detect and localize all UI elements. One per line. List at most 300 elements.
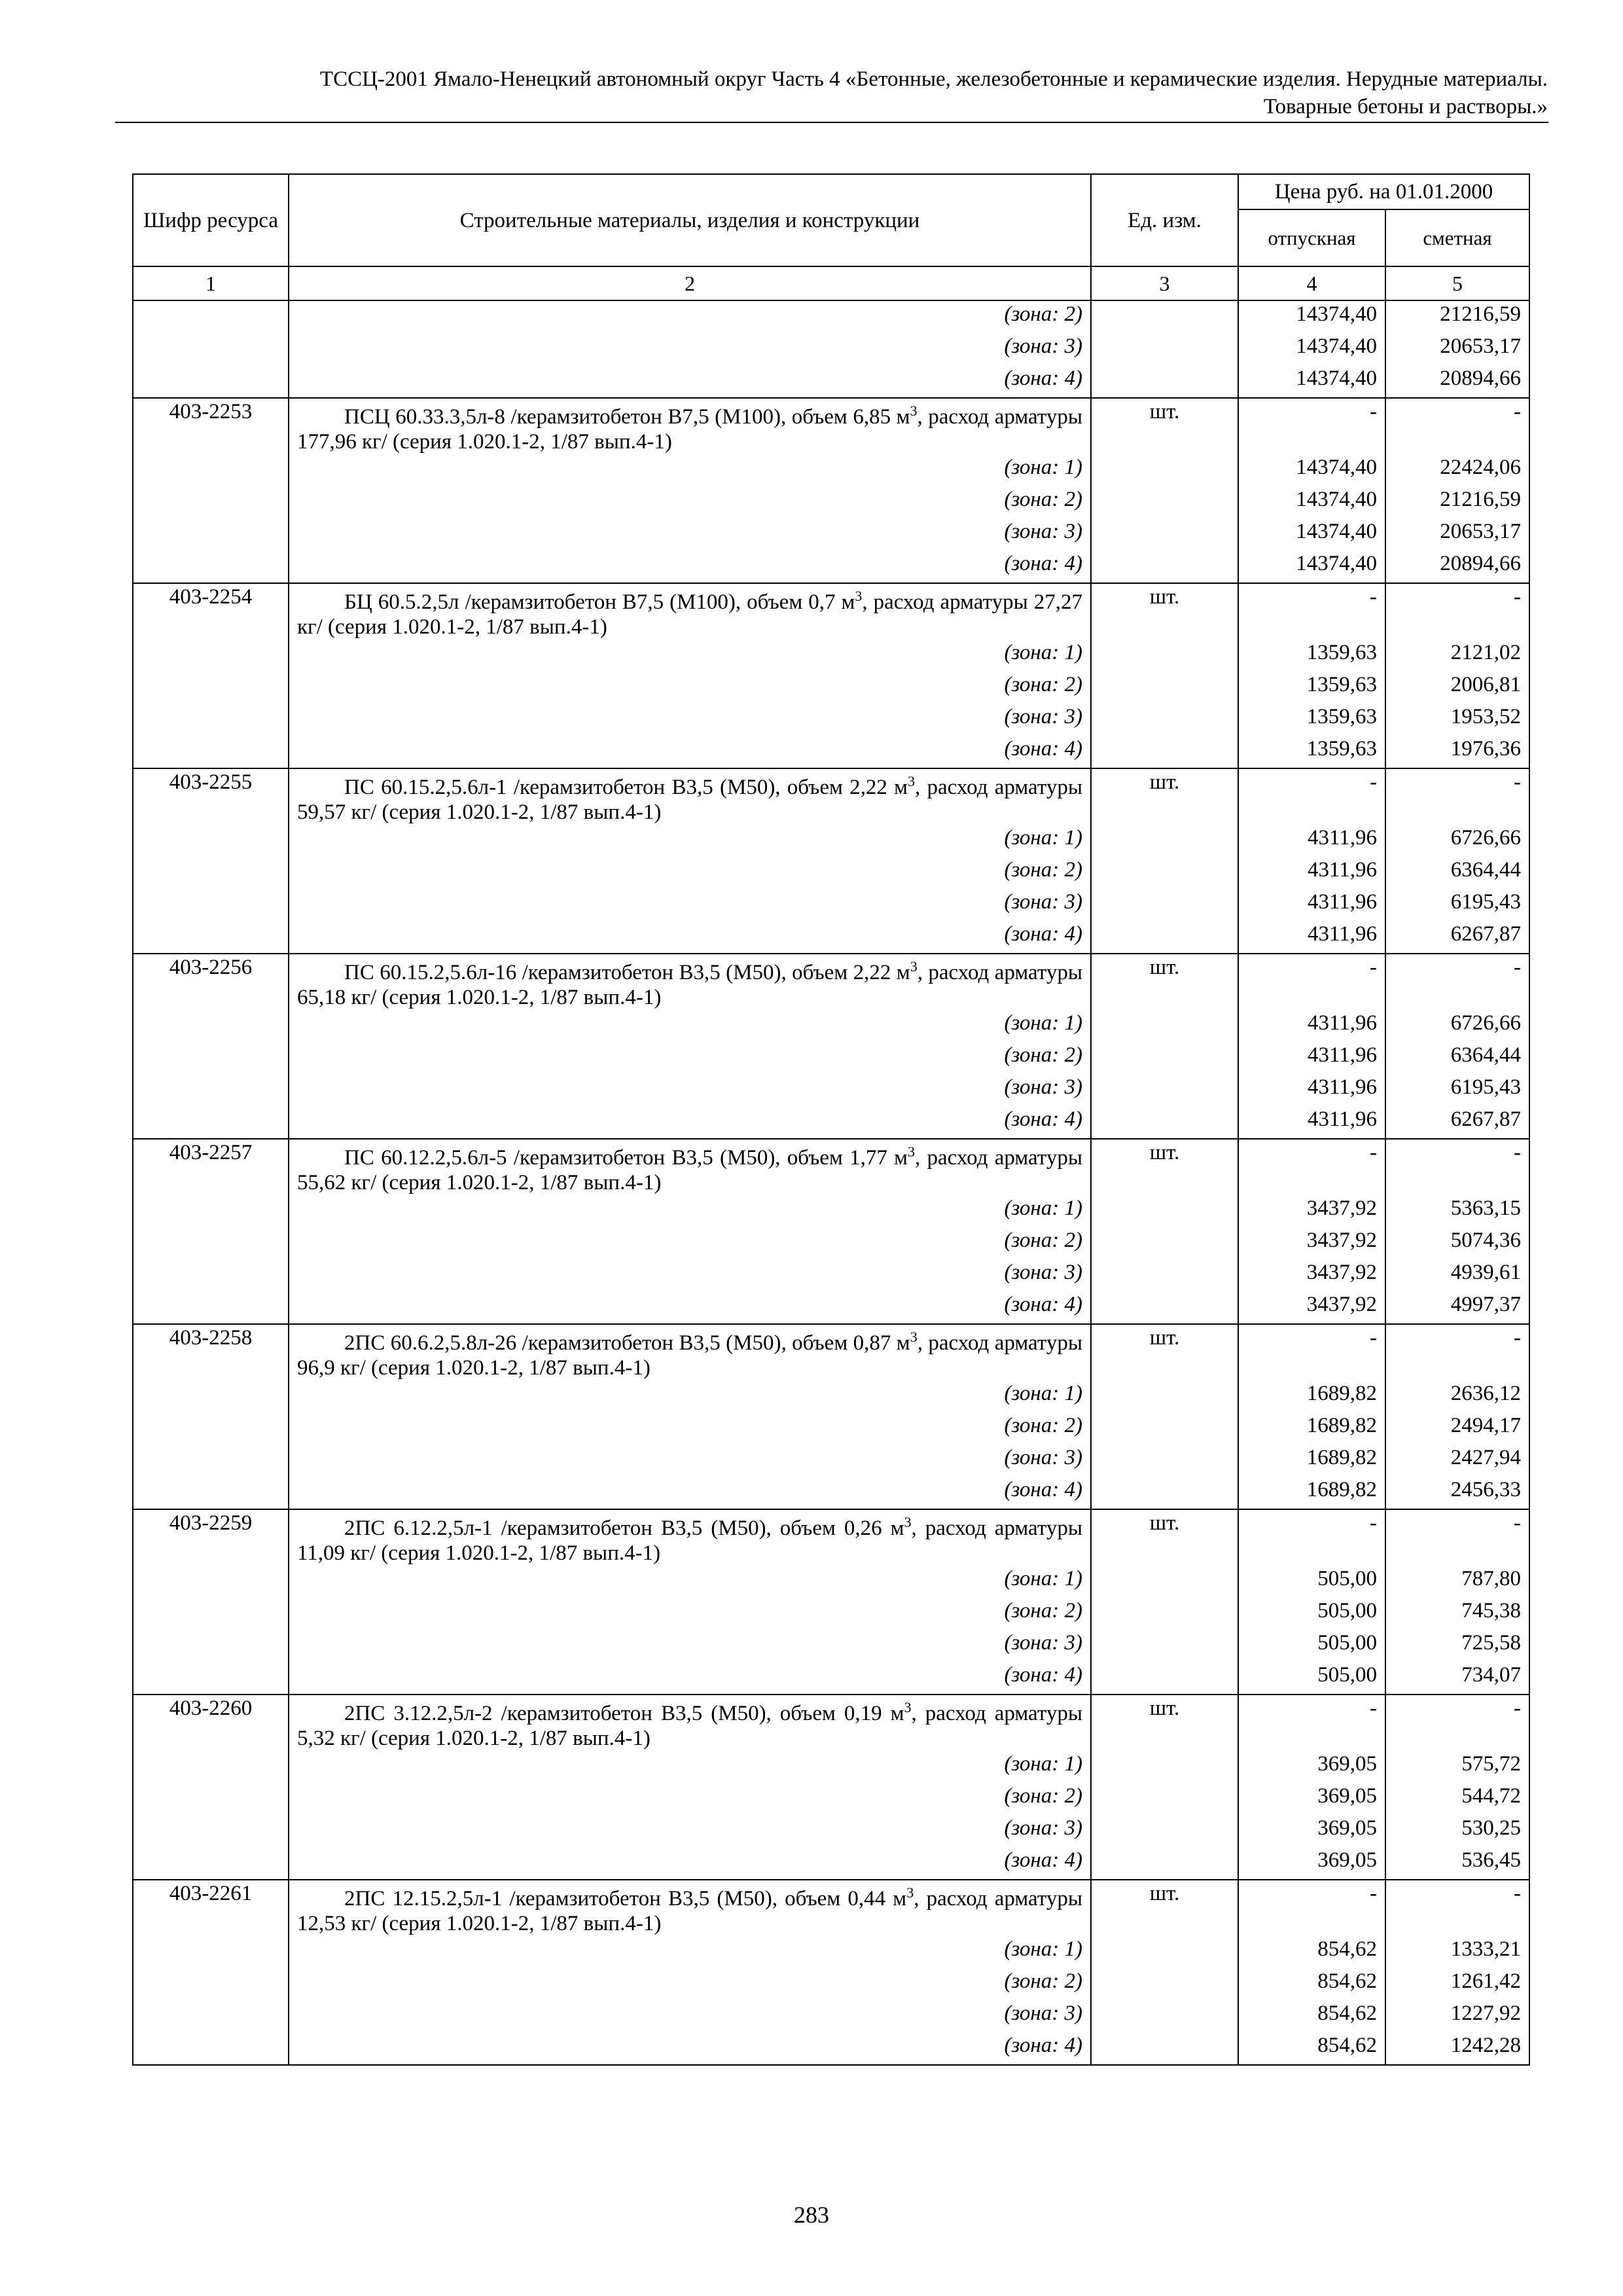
estimate-price: 5074,36 [1385,1227,1529,1259]
table-row [133,1477,1529,1509]
code-cell [133,1598,289,1630]
estimate-price: 20653,17 [1385,518,1529,550]
description-text-cont: , расход арматуры 27,27 кг/ (серия 1.020.1-2, 1/87 вып.4-1) [297,590,1082,639]
unit-cell [1091,454,1238,486]
unit-cell [1091,921,1238,954]
unit-cell [1091,857,1238,889]
unit-cell [1091,825,1238,857]
resource-code: 403-2259 [133,1509,289,1566]
table-body [133,300,1529,2065]
release-price: 854,62 [1238,2032,1385,2065]
material-description [289,583,1091,639]
estimate-price: 725,58 [1385,1630,1529,1662]
table-row [133,300,1529,333]
unit-cell [1091,300,1238,333]
table-row [133,1968,1529,2000]
estimate-price: 1953,52 [1385,704,1529,736]
running-header-line-2: Товарные бетоны и растворы.» [1263,95,1548,118]
estimate-price: 6364,44 [1385,1042,1529,1074]
release-price: 14374,40 [1238,300,1385,333]
code-cell [133,672,289,704]
table-row [133,736,1529,768]
release-price: 1689,82 [1238,1444,1385,1477]
resource-code: 403-2256 [133,954,289,1010]
zone-label: (зона: 3) [289,704,1091,736]
zone-label: (зона: 1) [289,1195,1091,1227]
release-price: 3437,92 [1238,1195,1385,1227]
zone-label: (зона: 1) [289,1380,1091,1412]
table-row [133,583,1529,639]
release-price: - [1238,1324,1385,1380]
release-price: 369,05 [1238,1815,1385,1847]
table-row [133,1139,1529,1195]
release-price: 369,05 [1238,1751,1385,1783]
code-cell [133,1380,289,1412]
code-cell [133,1195,289,1227]
unit-cell [1091,1751,1238,1783]
release-price: 505,00 [1238,1662,1385,1695]
description-text-cont: , расход арматуры 55,62 кг/ (серия 1.020.1-2, 1/87 вып.4-1) [297,1146,1082,1194]
material-description [289,954,1091,1010]
unit-cell [1091,1815,1238,1847]
estimate-price: - [1385,1509,1529,1566]
table-row [133,1291,1529,1324]
unit-cell [1091,672,1238,704]
estimate-price: 544,72 [1385,1783,1529,1815]
material-description [289,1139,1091,1195]
code-cell [133,1751,289,1783]
code-cell [133,1412,289,1444]
release-price: - [1238,1139,1385,1195]
estimate-price: 6195,43 [1385,1074,1529,1106]
code-cell [133,1630,289,1662]
table-row [133,857,1529,889]
release-price: 1359,63 [1238,639,1385,672]
zone-label: (зона: 3) [289,333,1091,365]
description-text: 2ПС 3.12.2,5л-2 /керамзитобетон В3,5 (М50), объем 0,19 м [344,1702,904,1725]
zone-label: (зона: 1) [289,1751,1091,1783]
table-row [133,889,1529,921]
description-text-cont: , расход арматуры 177,96 кг/ (серия 1.020.1-2, 1/87 вып.4-1) [297,405,1083,454]
unit-cell: шт. [1091,1139,1238,1195]
zone-label: (зона: 1) [289,639,1091,672]
unit-cell [1091,1412,1238,1444]
code-cell [133,1259,289,1291]
estimate-price: 1261,42 [1385,1968,1529,2000]
estimate-price: 734,07 [1385,1662,1529,1695]
zone-label: (зона: 1) [289,454,1091,486]
release-price: 4311,96 [1238,857,1385,889]
zone-label: (зона: 3) [289,1444,1091,1477]
table-row [133,1936,1529,1968]
code-cell [133,2000,289,2032]
material-description [289,398,1091,454]
table-row [133,672,1529,704]
release-price: 4311,96 [1238,1010,1385,1042]
table-row [133,1380,1529,1412]
zone-label: (зона: 3) [289,1259,1091,1291]
code-cell [133,2032,289,2065]
table-row [133,2000,1529,2032]
estimate-price: 4997,37 [1385,1291,1529,1324]
zone-label: (зона: 2) [289,857,1091,889]
col-number-3: 3 [1091,266,1238,300]
resource-code: 403-2255 [133,768,289,825]
unit-cell [1091,1195,1238,1227]
unit-cell [1091,518,1238,550]
release-price: 14374,40 [1238,550,1385,583]
estimate-price: 2427,94 [1385,1444,1529,1477]
release-price: 14374,40 [1238,365,1385,398]
zone-label: (зона: 2) [289,1412,1091,1444]
description-text: БЦ 60.5.2,5л /керамзитобетон В7,5 (М100), объем 0,7 м [344,590,855,614]
table-row [133,1509,1529,1566]
code-cell [133,921,289,954]
unit-cell [1091,2032,1238,2065]
release-price: 4311,96 [1238,825,1385,857]
description-text-cont: , расход арматуры 59,57 кг/ (серия 1.020.1-2, 1/87 вып.4-1) [297,776,1082,824]
release-price: 14374,40 [1238,454,1385,486]
unit-cell: шт. [1091,583,1238,639]
zone-label: (зона: 4) [289,736,1091,768]
estimate-price: 2494,17 [1385,1412,1529,1444]
material-description [289,1509,1091,1566]
code-cell [133,736,289,768]
code-cell [133,1662,289,1695]
unit-cell [1091,889,1238,921]
estimate-price: - [1385,1324,1529,1380]
table-row [133,921,1529,954]
table-row [133,454,1529,486]
col-number-4: 4 [1238,266,1385,300]
code-cell [133,857,289,889]
price-table [132,173,1530,2066]
code-cell [133,825,289,857]
estimate-price: 20894,66 [1385,550,1529,583]
table-row [133,1106,1529,1139]
unit-cell [1091,1477,1238,1509]
table-row [133,1695,1529,1751]
table-row [133,1598,1529,1630]
release-price: - [1238,1509,1385,1566]
zone-label: (зона: 4) [289,921,1091,954]
unit-cell [1091,1936,1238,1968]
estimate-price: 2456,33 [1385,1477,1529,1509]
code-cell [133,1936,289,1968]
table-row [133,1566,1529,1598]
estimate-price: - [1385,1880,1529,1936]
unit-cell [1091,1259,1238,1291]
unit-cell [1091,1662,1238,1695]
estimate-price: - [1385,583,1529,639]
zone-label: (зона: 2) [289,1227,1091,1259]
code-cell [133,550,289,583]
description-text: ПСЦ 60.33.3,5л-8 /керамзитобетон В7,5 (М100), объем 6,85 м [344,405,910,429]
cubic-superscript: 3 [908,773,916,789]
zone-label: (зона: 3) [289,1815,1091,1847]
table-row [133,333,1529,365]
estimate-price: 20653,17 [1385,333,1529,365]
description-text-cont: , расход арматуры 96,9 кг/ (серия 1.020.1-2, 1/87 вып.4-1) [297,1331,1083,1380]
resource-code: 403-2257 [133,1139,289,1195]
code-cell [133,1074,289,1106]
code-cell [133,1444,289,1477]
release-price: 4311,96 [1238,1074,1385,1106]
zone-label: (зона: 2) [289,486,1091,518]
code-cell [133,333,289,365]
code-cell [133,1847,289,1880]
table-row [133,398,1529,454]
zone-label: (зона: 3) [289,889,1091,921]
estimate-price: 2121,02 [1385,639,1529,672]
unit-cell [1091,736,1238,768]
unit-cell [1091,1847,1238,1880]
estimate-price: 6195,43 [1385,889,1529,921]
code-cell [133,1106,289,1139]
unit-cell: шт. [1091,1695,1238,1751]
estimate-price: 1242,28 [1385,2032,1529,2065]
unit-cell [1091,1106,1238,1139]
release-price: - [1238,1695,1385,1751]
zone-label: (зона: 4) [289,1477,1091,1509]
cubic-superscript: 3 [910,958,918,975]
estimate-price: - [1385,954,1529,1010]
release-price: - [1238,954,1385,1010]
code-cell [133,1566,289,1598]
cubic-superscript: 3 [904,1699,912,1715]
estimate-price: - [1385,1695,1529,1751]
running-header-line-1: ТССЦ-2001 Ямало-Ненецкий автономный округ Часть 4 «Бетонные, железобетонные и керамические изделия. Нерудные материалы. [319,67,1548,91]
zone-label: (зона: 1) [289,1566,1091,1598]
release-price: 4311,96 [1238,1106,1385,1139]
description-text-cont: , расход арматуры 65,18 кг/ (серия 1.020.1-2, 1/87 вып.4-1) [297,961,1083,1009]
release-price: 505,00 [1238,1598,1385,1630]
estimate-price: 787,80 [1385,1566,1529,1598]
release-price: 1689,82 [1238,1477,1385,1509]
estimate-price: 745,38 [1385,1598,1529,1630]
release-price: 1359,63 [1238,736,1385,768]
description-text: 2ПС 60.6.2,5.8л-26 /керамзитобетон В3,5 (М50), объем 0,87 м [344,1331,910,1355]
table-row [133,1783,1529,1815]
table-row [133,1074,1529,1106]
estimate-price: 6364,44 [1385,857,1529,889]
code-cell [133,1291,289,1324]
release-price: 3437,92 [1238,1227,1385,1259]
table-row [133,486,1529,518]
estimate-price: 1227,92 [1385,2000,1529,2032]
col-header-unit: Ед. изм. [1091,174,1238,266]
unit-cell: шт. [1091,768,1238,825]
unit-cell [1091,486,1238,518]
estimate-price: - [1385,768,1529,825]
page-number: 283 [794,2202,829,2228]
resource-code: 403-2258 [133,1324,289,1380]
release-price: - [1238,1880,1385,1936]
material-description [289,1324,1091,1380]
cubic-superscript: 3 [904,1514,912,1530]
table-row [133,704,1529,736]
table-row [133,1412,1529,1444]
cubic-superscript: 3 [910,403,918,419]
release-price: 854,62 [1238,2000,1385,2032]
zone-label: (зона: 1) [289,1010,1091,1042]
code-cell [133,889,289,921]
unit-cell [1091,1598,1238,1630]
estimate-price: 6267,87 [1385,1106,1529,1139]
table-row [133,518,1529,550]
zone-label: (зона: 4) [289,1847,1091,1880]
description-text-cont: , расход арматуры 11,09 кг/ (серия 1.020.1-2, 1/87 вып.4-1) [297,1516,1082,1565]
release-price: 505,00 [1238,1630,1385,1662]
cubic-superscript: 3 [910,1329,918,1345]
release-price: 3437,92 [1238,1259,1385,1291]
code-cell [133,1783,289,1815]
release-price: 854,62 [1238,1968,1385,2000]
zone-label: (зона: 4) [289,365,1091,398]
description-text: ПС 60.15.2,5.6л-16 /керамзитобетон В3,5 (М50), объем 2,22 м [344,961,910,984]
col-header-estimate: сметная [1385,209,1529,266]
material-description [289,1880,1091,1936]
estimate-price: 1333,21 [1385,1936,1529,1968]
zone-label: (зона: 3) [289,1630,1091,1662]
description-text: ПС 60.15.2,5.6л-1 /керамзитобетон В3,5 (М50), объем 2,22 м [344,776,908,799]
table-row [133,1815,1529,1847]
estimate-price: 20894,66 [1385,365,1529,398]
zone-label: (зона: 3) [289,518,1091,550]
table-row [133,1847,1529,1880]
unit-cell [1091,704,1238,736]
code-cell [133,365,289,398]
zone-label: (зона: 2) [289,1598,1091,1630]
zone-label: (зона: 4) [289,2032,1091,2065]
col-header-code: Шифр ресурса [133,174,289,266]
col-number-5: 5 [1385,266,1529,300]
unit-cell [1091,1566,1238,1598]
description-text: ПС 60.12.2,5.6л-5 /керамзитобетон В3,5 (М50), объем 1,77 м [344,1146,908,1170]
resource-code: 403-2260 [133,1695,289,1751]
resource-code: 403-2253 [133,398,289,454]
col-header-release: отпускная [1238,209,1385,266]
table-row [133,1444,1529,1477]
resource-code: 403-2261 [133,1880,289,1936]
release-price: 4311,96 [1238,889,1385,921]
unit-cell: шт. [1091,1509,1238,1566]
estimate-price: 536,45 [1385,1847,1529,1880]
table-row [133,1042,1529,1074]
unit-cell [1091,1042,1238,1074]
unit-cell [1091,1380,1238,1412]
table-row [133,1195,1529,1227]
unit-cell [1091,639,1238,672]
table-row [133,1751,1529,1783]
table-row [133,825,1529,857]
col-number-2: 2 [289,266,1091,300]
unit-cell: шт. [1091,398,1238,454]
code-cell [133,704,289,736]
unit-cell [1091,1630,1238,1662]
estimate-price: 22424,06 [1385,454,1529,486]
table-row [133,954,1529,1010]
zone-label: (зона: 4) [289,1106,1091,1139]
col-header-price-group: Цена руб. на 01.01.2000 [1238,174,1529,209]
zone-label: (зона: 3) [289,2000,1091,2032]
release-price: 1689,82 [1238,1412,1385,1444]
table-row [133,768,1529,825]
cubic-superscript: 3 [855,588,863,604]
code-cell [133,1815,289,1847]
estimate-price: 530,25 [1385,1815,1529,1847]
zone-label: (зона: 4) [289,1662,1091,1695]
estimate-price: 6726,66 [1385,825,1529,857]
unit-cell [1091,1010,1238,1042]
zone-label: (зона: 2) [289,672,1091,704]
unit-cell [1091,1227,1238,1259]
estimate-price: 575,72 [1385,1751,1529,1783]
zone-label: (зона: 2) [289,1042,1091,1074]
estimate-price: 21216,59 [1385,486,1529,518]
description-text-cont: , расход арматуры 12,53 кг/ (серия 1.020.1-2, 1/87 вып.4-1) [297,1887,1083,1935]
code-cell [133,454,289,486]
code-cell [133,518,289,550]
unit-cell [1091,1968,1238,2000]
table-row [133,1630,1529,1662]
release-price: 369,05 [1238,1847,1385,1880]
running-header [111,65,1548,120]
code-cell [133,486,289,518]
estimate-price: 5363,15 [1385,1195,1529,1227]
table-row [133,1227,1529,1259]
unit-cell [1091,1783,1238,1815]
release-price: 1359,63 [1238,704,1385,736]
table-row [133,1010,1529,1042]
code-cell [133,300,289,333]
release-price: 369,05 [1238,1783,1385,1815]
release-price: 14374,40 [1238,333,1385,365]
header-rule [115,122,1548,123]
material-description [289,1695,1091,1751]
col-header-name: Строительные материалы, изделия и конструкции [289,174,1091,266]
unit-cell [1091,365,1238,398]
release-price: 854,62 [1238,1936,1385,1968]
estimate-price: 1976,36 [1385,736,1529,768]
release-price: 14374,40 [1238,486,1385,518]
table-row [133,1324,1529,1380]
estimate-price: 2636,12 [1385,1380,1529,1412]
estimate-price: 6726,66 [1385,1010,1529,1042]
table-row [133,550,1529,583]
material-description [289,768,1091,825]
code-cell [133,1477,289,1509]
table-row [133,1259,1529,1291]
estimate-price: - [1385,1139,1529,1195]
unit-cell [1091,1444,1238,1477]
release-price: - [1238,398,1385,454]
release-price: 4311,96 [1238,921,1385,954]
description-text-cont: , расход арматуры 5,32 кг/ (серия 1.020.1-2, 1/87 вып.4-1) [297,1702,1082,1750]
unit-cell [1091,1074,1238,1106]
table-row [133,2032,1529,2065]
code-cell [133,1010,289,1042]
table-row [133,639,1529,672]
zone-label: (зона: 2) [289,1783,1091,1815]
unit-cell [1091,333,1238,365]
table-row [133,1662,1529,1695]
release-price: 505,00 [1238,1566,1385,1598]
description-text: 2ПС 12.15.2,5л-1 /керамзитобетон В3,5 (М50), объем 0,44 м [344,1887,907,1910]
unit-cell: шт. [1091,1880,1238,1936]
cubic-superscript: 3 [906,1884,914,1901]
release-price: 4311,96 [1238,1042,1385,1074]
